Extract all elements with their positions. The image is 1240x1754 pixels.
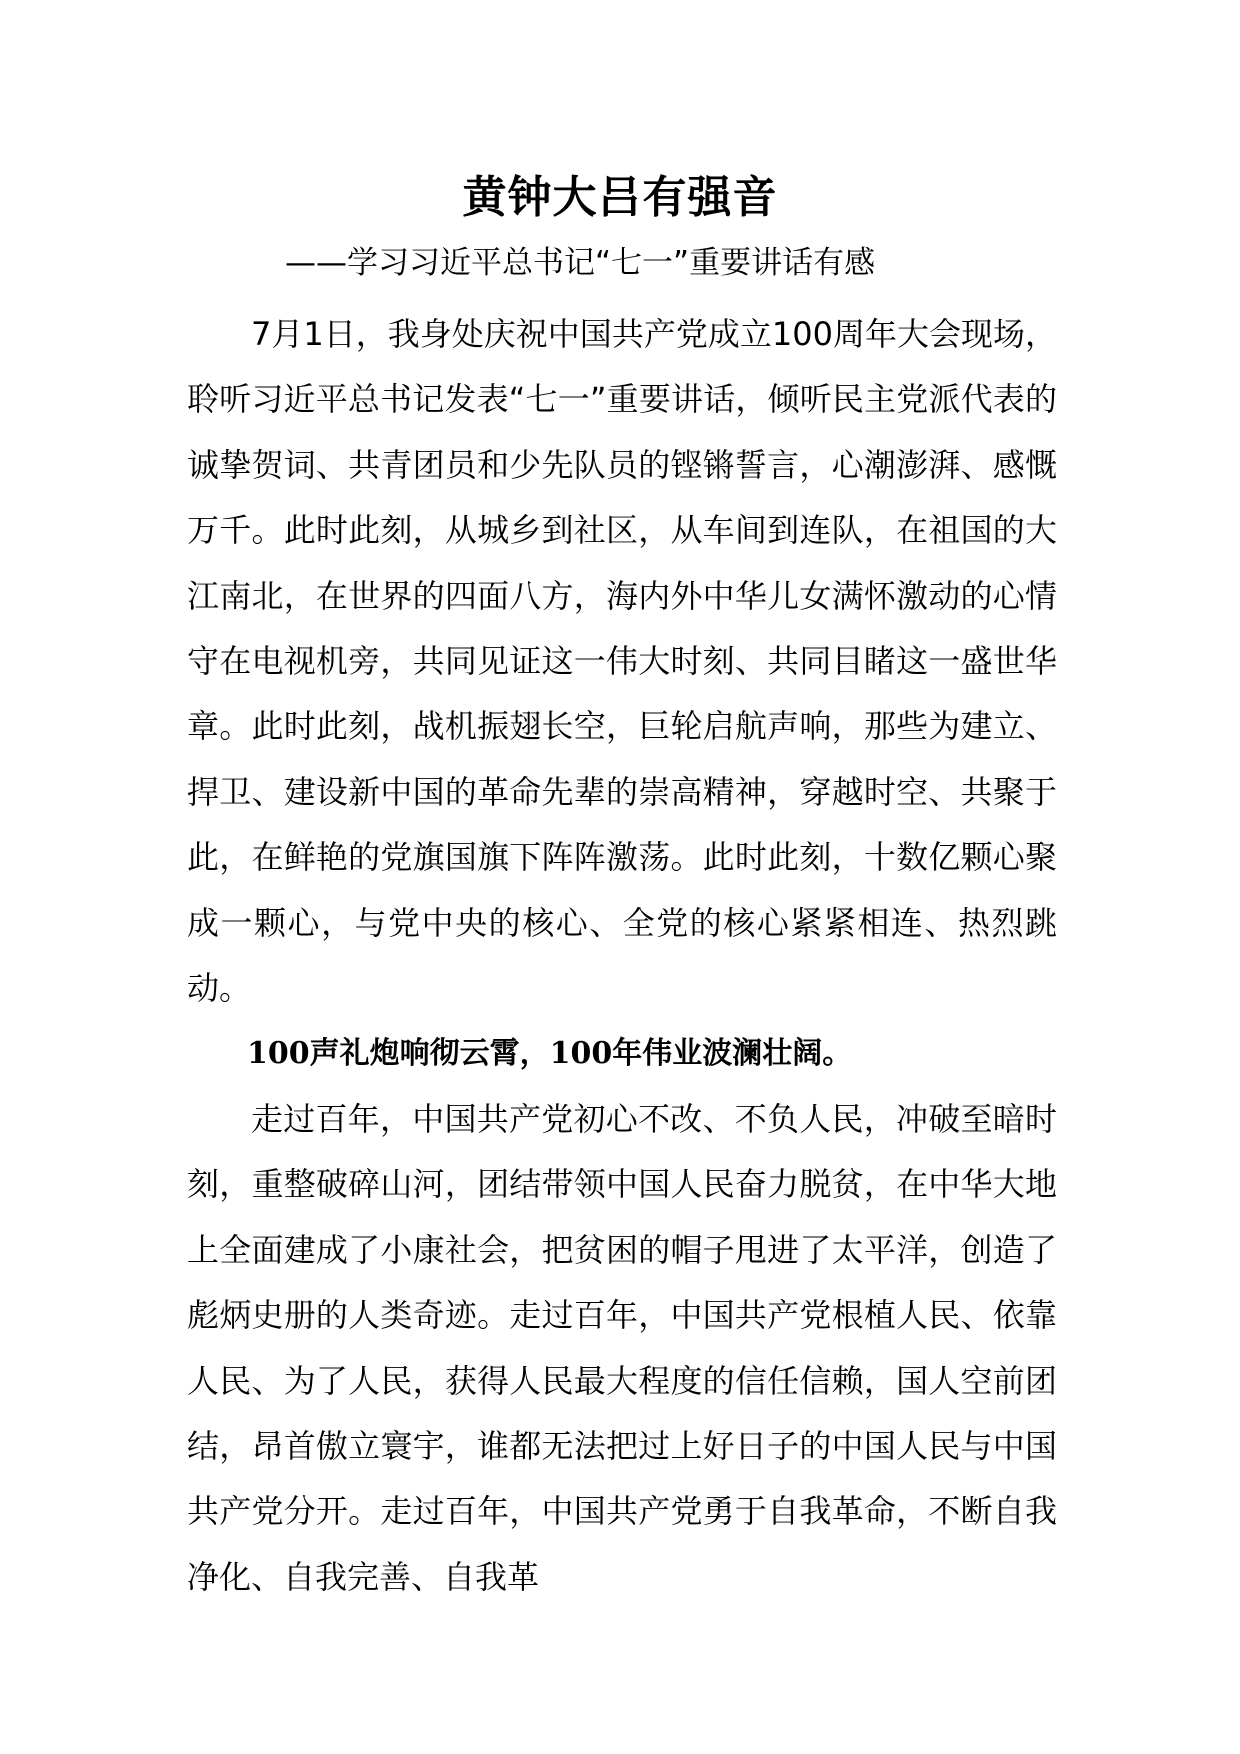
document-title: 黄钟大吕有强音 (462, 172, 778, 223)
document-body (187, 302, 1057, 1610)
paragraph-opening: 7月1日，我身处庆祝中国共产党成立100周年大会现场，聆听习近平总书记发表“七一”重要讲话，倾听民主党派代表的诚挚贺词、共青团员和少先队员的铿锵誓言，心潮澎湃、感慨万千。此时此刻，从城乡到社区，从车间到连队，在祖国的大江南北，在世界的四面八方，海内外中华儿女满怀激动的心情守在电视机旁，共同见证这一伟大时刻、共同目睹这一盛世华章。此时此刻，战机振翅长空，巨轮启航声响，那些为建立、捍卫、建设新中国的革命先辈的崇高精神，穿越时空、共聚于此，在鲜艳的党旗国旗下阵阵激荡。此时此刻，十数亿颗心聚成一颗心，与党中央的核心、全党的核心紧紧相连、热烈跳动。 (187, 315, 1057, 1008)
paragraph-bold-heading: 100声礼炮响彻云霄，100年伟业波澜壮阔。 (247, 1036, 853, 1072)
paragraph-hundred-years: 走过百年，中国共产党初心不改、不负人民，冲破至暗时刻，重整破碎山河，团结带领中国人民奋力脱贫，在中华大地上全面建成了小康社会，把贫困的帽子甩进了太平洋，创造了彪炳史册的人类奇迹。走过百年，中国共产党根植人民、依靠人民、为了人民，获得人民最大程度的信任信赖，国人空前团结，昂首傲立寰宇，谁都无法把过上好日子的中国人民与中国共产党分开。走过百年，中国共产党勇于自我革命，不断自我净化、自我完善、自我革 (187, 1099, 1057, 1596)
document-subtitle: ——学习习近平总书记“七一”重要讲话有感 (285, 245, 876, 281)
